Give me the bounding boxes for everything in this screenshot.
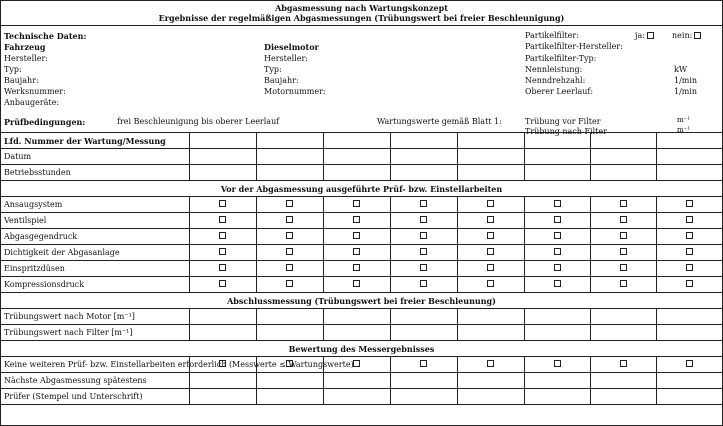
- checkbox[interactable]: [420, 216, 427, 223]
- check-cell[interactable]: [656, 261, 722, 277]
- checkbox[interactable]: [620, 360, 627, 367]
- checkbox[interactable]: [554, 232, 561, 239]
- check-cell[interactable]: [590, 261, 656, 277]
- pruefer-label: Prüfer (Stempel und Unterschrift): [1, 389, 189, 405]
- datum-row: [1, 149, 722, 165]
- motor-baujahr-label: Baujahr:: [264, 76, 299, 85]
- pruefbedingungen-label: Prüfbedingungen:: [4, 117, 86, 127]
- entry-cell[interactable]: [590, 389, 656, 405]
- fahrzeug-heading: Fahrzeug: [4, 42, 46, 52]
- check-cell[interactable]: [323, 229, 390, 245]
- checkbox[interactable]: [353, 264, 360, 271]
- section-pruefarbeiten-heading: Vor der Abgasmessung ausgeführte Prüf- bzw. Einstellarbeiten: [1, 181, 722, 197]
- filter-hersteller-label: Partikelfilter-Hersteller:: [525, 42, 623, 51]
- check-cell[interactable]: [189, 229, 256, 245]
- check-cell[interactable]: [323, 261, 390, 277]
- measurement-table: [1, 133, 722, 405]
- section-header-row: [1, 181, 722, 197]
- checkbox[interactable]: [620, 264, 627, 271]
- entry-cell[interactable]: [656, 149, 722, 165]
- betriebsstunden-label: Betriebsstunden: [1, 165, 189, 181]
- check-cell[interactable]: [457, 229, 524, 245]
- entry-cell[interactable]: [256, 325, 323, 341]
- datum-label: Datum: [1, 149, 189, 165]
- fahrzeug-hersteller-label: Hersteller:: [4, 54, 48, 63]
- check-cell[interactable]: [457, 261, 524, 277]
- check-cell[interactable]: [656, 213, 722, 229]
- entry-cell[interactable]: [189, 149, 256, 165]
- check-cell[interactable]: [590, 229, 656, 245]
- entry-cell[interactable]: [656, 309, 722, 325]
- check-cell[interactable]: [390, 277, 457, 293]
- entry-cell[interactable]: [189, 309, 256, 325]
- check-cell[interactable]: [256, 261, 323, 277]
- check-cell[interactable]: [189, 245, 256, 261]
- checkbox[interactable]: [420, 232, 427, 239]
- truebung-motor-label: Trübungswert nach Motor [m⁻¹]: [1, 309, 189, 325]
- pruefer-row: [1, 389, 722, 405]
- lfd-label: Lfd. Nummer der Wartung/Messung: [1, 133, 189, 149]
- checkbox[interactable]: [353, 248, 360, 255]
- naechste-messung-row: [1, 373, 722, 389]
- motor-typ-label: Typ:: [264, 65, 282, 74]
- check-cell[interactable]: [524, 229, 590, 245]
- filter-nein-label: nein:: [672, 31, 693, 40]
- entry-cell[interactable]: [656, 325, 722, 341]
- check-row: [1, 261, 722, 277]
- checkbox[interactable]: [620, 216, 627, 223]
- nennleistung-label: Nennleistung:: [525, 65, 583, 74]
- entry-cell[interactable]: [524, 149, 590, 165]
- check-row: [1, 213, 722, 229]
- check-cell[interactable]: [256, 213, 323, 229]
- entry-cell[interactable]: [656, 133, 722, 149]
- motor-hersteller-label: Hersteller:: [264, 54, 308, 63]
- check-cell[interactable]: [524, 277, 590, 293]
- checkbox[interactable]: [554, 200, 561, 207]
- betriebsstunden-row: [1, 165, 722, 181]
- checkbox[interactable]: [554, 280, 561, 287]
- check-label: Kompressionsdruck: [1, 277, 189, 293]
- checkbox[interactable]: [620, 248, 627, 255]
- checkbox[interactable]: [219, 232, 226, 239]
- check-row: [1, 277, 722, 293]
- entry-cell[interactable]: [457, 133, 524, 149]
- entry-cell[interactable]: [457, 389, 524, 405]
- checkbox[interactable]: [420, 248, 427, 255]
- leerlauf-unit: 1/min: [674, 87, 698, 96]
- checkbox[interactable]: [686, 232, 693, 239]
- check-cell[interactable]: [656, 277, 722, 293]
- entry-cell[interactable]: [189, 325, 256, 341]
- checkbox[interactable]: [219, 248, 226, 255]
- entry-cell[interactable]: [323, 389, 390, 405]
- section-header-row: [1, 293, 722, 309]
- check-cell[interactable]: [457, 197, 524, 213]
- checkbox[interactable]: [286, 216, 293, 223]
- entry-cell[interactable]: [524, 373, 590, 389]
- check-cell[interactable]: [656, 229, 722, 245]
- checkbox[interactable]: [353, 232, 360, 239]
- entry-cell[interactable]: [590, 309, 656, 325]
- entry-cell[interactable]: [323, 149, 390, 165]
- check-cell[interactable]: [390, 261, 457, 277]
- entry-cell[interactable]: [590, 373, 656, 389]
- checkbox[interactable]: [487, 216, 494, 223]
- check-cell[interactable]: [256, 277, 323, 293]
- motor-heading: Dieselmotor: [264, 42, 319, 52]
- checkbox[interactable]: [487, 200, 494, 207]
- entry-cell[interactable]: [457, 325, 524, 341]
- check-cell[interactable]: [524, 245, 590, 261]
- check-cell[interactable]: [189, 277, 256, 293]
- entry-cell[interactable]: [256, 389, 323, 405]
- entry-cell[interactable]: [256, 149, 323, 165]
- checkbox[interactable]: [420, 360, 427, 367]
- checkbox[interactable]: [554, 360, 561, 367]
- check-cell[interactable]: [457, 213, 524, 229]
- keine-arbeiten-row: [1, 357, 722, 373]
- check-cell[interactable]: [524, 213, 590, 229]
- checkbox[interactable]: [353, 216, 360, 223]
- checkbox[interactable]: [420, 200, 427, 207]
- check-cell[interactable]: [590, 277, 656, 293]
- truebung-filter-row: [1, 325, 722, 341]
- check-cell[interactable]: [189, 261, 256, 277]
- leerlauf-label: Oberer Leerlauf:: [525, 87, 594, 96]
- entry-cell[interactable]: [590, 165, 656, 181]
- check-cell[interactable]: [656, 357, 722, 373]
- check-cell[interactable]: [390, 197, 457, 213]
- tech-data-section: [1, 26, 722, 136]
- checkbox[interactable]: [286, 280, 293, 287]
- checkbox[interactable]: [686, 280, 693, 287]
- checkbox[interactable]: [286, 248, 293, 255]
- check-cell[interactable]: [524, 357, 590, 373]
- check-cell[interactable]: [323, 197, 390, 213]
- entry-cell[interactable]: [390, 165, 457, 181]
- check-cell[interactable]: [457, 357, 524, 373]
- check-row: [1, 229, 722, 245]
- check-row: [1, 245, 722, 261]
- checkbox[interactable]: [686, 248, 693, 255]
- entry-cell[interactable]: [390, 309, 457, 325]
- filter-nein-option[interactable]: [672, 32, 701, 40]
- tech-heading: Technische Daten:: [4, 31, 87, 41]
- check-cell[interactable]: [590, 357, 656, 373]
- checkbox[interactable]: [286, 360, 293, 367]
- check-cell[interactable]: [656, 245, 722, 261]
- check-cell[interactable]: [323, 277, 390, 293]
- checkbox[interactable]: [686, 216, 693, 223]
- entry-cell[interactable]: [189, 165, 256, 181]
- check-cell[interactable]: [590, 245, 656, 261]
- entry-cell[interactable]: [323, 309, 390, 325]
- entry-cell[interactable]: [457, 149, 524, 165]
- nenndrehzahl-label: Nenndrehzahl:: [525, 76, 586, 85]
- nennleistung-unit: kW: [674, 65, 688, 74]
- check-cell[interactable]: [524, 197, 590, 213]
- checkbox[interactable]: [487, 280, 494, 287]
- check-cell[interactable]: [590, 213, 656, 229]
- entry-cell[interactable]: [323, 373, 390, 389]
- check-cell[interactable]: [323, 213, 390, 229]
- check-label: Ventilspiel: [1, 213, 189, 229]
- check-cell[interactable]: [256, 197, 323, 213]
- checkbox[interactable]: [420, 264, 427, 271]
- fahrzeug-baujahr-label: Baujahr:: [4, 76, 39, 85]
- filter-nein-checkbox[interactable]: [694, 32, 701, 39]
- check-label: Ansaugsystem: [1, 197, 189, 213]
- checkbox[interactable]: [286, 232, 293, 239]
- entry-cell[interactable]: [457, 373, 524, 389]
- anbaugeraete-label: Anbaugeräte:: [4, 98, 60, 107]
- entry-cell[interactable]: [323, 133, 390, 149]
- check-cell[interactable]: [457, 277, 524, 293]
- check-row: [1, 197, 722, 213]
- truebung-nach-filter-label: Trübung nach Filter: [525, 127, 607, 136]
- form-subtitle: Ergebnisse der regelmäßigen Abgasmessungen (Trübungswert bei freier Beschleunigung): [158, 13, 565, 23]
- filter-typ-label: Partikelfilter-Typ:: [525, 54, 597, 63]
- entry-cell[interactable]: [189, 133, 256, 149]
- checkbox[interactable]: [353, 360, 360, 367]
- check-cell[interactable]: [390, 213, 457, 229]
- entry-cell[interactable]: [189, 389, 256, 405]
- checkbox[interactable]: [219, 216, 226, 223]
- checkbox[interactable]: [487, 248, 494, 255]
- entry-cell[interactable]: [256, 165, 323, 181]
- truebung-vor-unit: m⁻¹: [677, 116, 691, 124]
- checkbox[interactable]: [420, 280, 427, 287]
- truebung-filter-label: Trübungswert nach Filter [m⁻¹]: [1, 325, 189, 341]
- motornummer-label: Motornummer:: [264, 87, 326, 96]
- entry-cell[interactable]: [390, 325, 457, 341]
- check-cell[interactable]: [256, 245, 323, 261]
- checkbox[interactable]: [487, 264, 494, 271]
- entry-cell[interactable]: [256, 133, 323, 149]
- entry-cell[interactable]: [524, 309, 590, 325]
- filter-ja-option[interactable]: [635, 32, 654, 40]
- checkbox[interactable]: [620, 232, 627, 239]
- entry-cell[interactable]: [590, 325, 656, 341]
- check-cell[interactable]: [256, 229, 323, 245]
- check-cell[interactable]: [390, 245, 457, 261]
- checkbox[interactable]: [686, 200, 693, 207]
- checkbox[interactable]: [219, 280, 226, 287]
- wartungswerte-label: Wartungswerte gemäß Blatt 1:: [377, 117, 502, 126]
- checkbox[interactable]: [554, 248, 561, 255]
- checkbox[interactable]: [353, 280, 360, 287]
- filter-ja-label: ja:: [635, 31, 645, 40]
- entry-cell[interactable]: [189, 373, 256, 389]
- entry-cell[interactable]: [457, 165, 524, 181]
- truebung-vor-filter-label: Trübung vor Filter: [525, 117, 601, 126]
- checkbox[interactable]: [554, 216, 561, 223]
- nenndrehzahl-unit: 1/min: [674, 76, 698, 85]
- checkbox[interactable]: [286, 200, 293, 207]
- entry-cell[interactable]: [256, 373, 323, 389]
- form-title: Abgasmessung nach Wartungskonzept: [275, 3, 448, 13]
- checkbox[interactable]: [219, 200, 226, 207]
- check-label: Dichtigkeit der Abgasanlage: [1, 245, 189, 261]
- fahrzeug-werksnummer-label: Werksnummer:: [4, 87, 66, 96]
- check-label: Abgasgegendruck: [1, 229, 189, 245]
- entry-cell[interactable]: [524, 165, 590, 181]
- entry-cell[interactable]: [656, 165, 722, 181]
- checkbox[interactable]: [554, 264, 561, 271]
- checkbox[interactable]: [219, 360, 226, 367]
- check-cell[interactable]: [656, 197, 722, 213]
- checkbox[interactable]: [353, 200, 360, 207]
- filter-ja-checkbox[interactable]: [647, 32, 654, 39]
- entry-cell[interactable]: [390, 149, 457, 165]
- keine-arbeiten-label: Keine weiteren Prüf- bzw. Einstellarbeiten erforderlich (Messwerte ≤ Wartungswerte): [1, 357, 189, 373]
- entry-cell[interactable]: [656, 373, 722, 389]
- checkbox[interactable]: [620, 200, 627, 207]
- entry-cell[interactable]: [457, 309, 524, 325]
- check-cell[interactable]: [189, 213, 256, 229]
- section-bewertung-heading: Bewertung des Messergebnisses: [1, 341, 722, 357]
- section-abschlussmessung-heading: Abschlussmessung (Trübungswert bei freier Beschleunung): [1, 293, 722, 309]
- entry-cell[interactable]: [323, 165, 390, 181]
- check-cell[interactable]: [524, 261, 590, 277]
- form-header: [1, 1, 722, 26]
- truebung-nach-unit: m⁻¹: [677, 126, 691, 134]
- checkbox[interactable]: [686, 360, 693, 367]
- entry-cell[interactable]: [390, 133, 457, 149]
- checkbox[interactable]: [487, 232, 494, 239]
- partikelfilter-label: Partikelfilter:: [525, 31, 579, 40]
- checkbox[interactable]: [620, 280, 627, 287]
- check-cell[interactable]: [390, 229, 457, 245]
- section-header-row: [1, 341, 722, 357]
- check-cell[interactable]: [323, 245, 390, 261]
- entry-cell[interactable]: [656, 389, 722, 405]
- fahrzeug-typ-label: Typ:: [4, 65, 22, 74]
- checkbox[interactable]: [686, 264, 693, 271]
- checkbox[interactable]: [286, 264, 293, 271]
- naechste-messung-label: Nächste Abgasmessung spätestens: [1, 373, 189, 389]
- entry-cell[interactable]: [524, 389, 590, 405]
- entry-cell[interactable]: [323, 325, 390, 341]
- entry-cell[interactable]: [590, 149, 656, 165]
- check-cell[interactable]: [590, 197, 656, 213]
- entry-cell[interactable]: [390, 373, 457, 389]
- entry-cell[interactable]: [524, 325, 590, 341]
- check-cell[interactable]: [189, 197, 256, 213]
- check-label: Einspritzdüsen: [1, 261, 189, 277]
- truebung-motor-row: [1, 309, 722, 325]
- checkbox[interactable]: [219, 264, 226, 271]
- checkbox[interactable]: [487, 360, 494, 367]
- entry-cell[interactable]: [390, 389, 457, 405]
- check-cell[interactable]: [390, 357, 457, 373]
- entry-cell[interactable]: [256, 309, 323, 325]
- check-cell[interactable]: [457, 245, 524, 261]
- pruefbedingungen-value: frei Beschleunigung bis oberer Leerlauf: [117, 117, 280, 126]
- lfd-row: [1, 133, 722, 149]
